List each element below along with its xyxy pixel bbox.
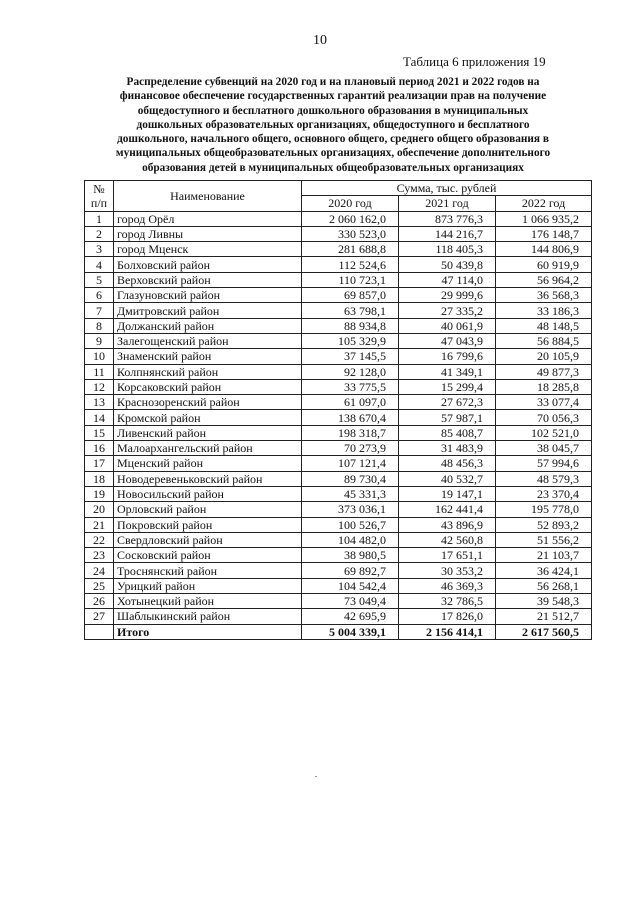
- table-row: [85, 272, 592, 287]
- row-value-2021: 30 353,2: [399, 563, 496, 578]
- row-value-2022: 56 884,5: [496, 333, 592, 348]
- row-value-2021: 42 560,8: [399, 532, 496, 547]
- row-value-2020: 281 688,8: [302, 242, 399, 257]
- table-row: [85, 471, 592, 486]
- row-value-2022: 1 066 935,2: [496, 211, 592, 226]
- scan-artifact: [315, 776, 317, 777]
- row-value-2020: 330 523,0: [302, 226, 399, 241]
- table-row: [85, 364, 592, 379]
- row-value-2022: 20 105,9: [496, 349, 592, 364]
- row-name: Кромской район: [114, 410, 302, 425]
- title-line: общедоступного и бесплатного дошкольного образования в муниципальных: [137, 104, 529, 117]
- row-name: Дмитровский район: [114, 303, 302, 318]
- row-value-2021: 43 896,9: [399, 517, 496, 532]
- row-value-2022: 36 568,3: [496, 288, 592, 303]
- row-number: [85, 624, 114, 639]
- header-num: [85, 181, 114, 212]
- row-name: Новосильский район: [114, 486, 302, 501]
- title-line: финансовое обеспечение государственных гарантий реализации прав на получение: [119, 90, 547, 103]
- table-row: [85, 502, 592, 517]
- row-value-2021: 57 987,1: [399, 410, 496, 425]
- row-name: Итого: [114, 624, 302, 639]
- row-value-2020: 69 892,7: [302, 563, 399, 578]
- row-value-2021: 40 061,9: [399, 318, 496, 333]
- row-value-2021: 50 439,8: [399, 257, 496, 272]
- row-value-2022: 2 617 560,5: [496, 624, 592, 639]
- row-number: 16: [85, 441, 114, 456]
- header-year-2021: 2021 год: [399, 196, 496, 211]
- header-year-2022: 2022 год: [496, 196, 592, 211]
- row-value-2022: 51 556,2: [496, 532, 592, 547]
- row-number: 14: [85, 410, 114, 425]
- row-value-2021: 17 826,0: [399, 609, 496, 624]
- row-number: 22: [85, 532, 114, 547]
- row-value-2020: 198 318,7: [302, 425, 399, 440]
- row-number: 10: [85, 349, 114, 364]
- row-value-2021: 15 299,4: [399, 379, 496, 394]
- row-value-2020: 107 121,4: [302, 456, 399, 471]
- row-value-2020: 61 097,0: [302, 395, 399, 410]
- row-number: 26: [85, 594, 114, 609]
- header-name: Наименование: [114, 181, 302, 212]
- row-value-2020: 33 775,5: [302, 379, 399, 394]
- row-value-2022: 56 268,1: [496, 578, 592, 593]
- appendix-label: Таблица 6 приложения 19: [403, 54, 546, 69]
- row-number: 27: [85, 609, 114, 624]
- row-value-2020: 100 526,7: [302, 517, 399, 532]
- row-value-2022: 70 056,3: [496, 410, 592, 425]
- table-row: [85, 226, 592, 241]
- row-name: Знаменский район: [114, 349, 302, 364]
- row-number: 20: [85, 502, 114, 517]
- row-value-2020: 110 723,1: [302, 272, 399, 287]
- row-number: 2: [85, 226, 114, 241]
- row-value-2020: 5 004 339,1: [302, 624, 399, 639]
- row-value-2020: 63 798,1: [302, 303, 399, 318]
- row-value-2021: 17 651,1: [399, 548, 496, 563]
- row-value-2021: 144 216,7: [399, 226, 496, 241]
- table-row: [85, 532, 592, 547]
- header-year-2020: 2020 год: [302, 196, 399, 211]
- row-number: 1: [85, 211, 114, 226]
- row-number: 24: [85, 563, 114, 578]
- row-value-2020: 2 060 162,0: [302, 211, 399, 226]
- table-row: [85, 211, 592, 226]
- row-number: 9: [85, 333, 114, 348]
- row-name: Покровский район: [114, 517, 302, 532]
- row-value-2020: 104 482,0: [302, 532, 399, 547]
- row-number: 21: [85, 517, 114, 532]
- row-value-2021: 19 147,1: [399, 486, 496, 501]
- row-value-2020: 112 524,6: [302, 257, 399, 272]
- row-value-2022: 56 964,2: [496, 272, 592, 287]
- row-name: Сосковский район: [114, 548, 302, 563]
- table-row: [85, 303, 592, 318]
- row-value-2021: 31 483,9: [399, 441, 496, 456]
- row-value-2020: 104 542,4: [302, 578, 399, 593]
- row-value-2021: 162 441,4: [399, 502, 496, 517]
- row-name: Колпнянский район: [114, 364, 302, 379]
- row-value-2022: 57 994,6: [496, 456, 592, 471]
- row-number: 7: [85, 303, 114, 318]
- subsidy-table: [84, 180, 592, 640]
- table-row: [85, 242, 592, 257]
- row-name: Глазуновский район: [114, 288, 302, 303]
- row-name: Троснянский район: [114, 563, 302, 578]
- row-name: Свердловский район: [114, 532, 302, 547]
- row-value-2022: 195 778,0: [496, 502, 592, 517]
- row-value-2021: 16 799,6: [399, 349, 496, 364]
- row-number: 3: [85, 242, 114, 257]
- table-row: [85, 257, 592, 272]
- row-value-2020: 88 934,8: [302, 318, 399, 333]
- row-name: город Орёл: [114, 211, 302, 226]
- row-value-2020: 105 329,9: [302, 333, 399, 348]
- row-name: Должанский район: [114, 318, 302, 333]
- table-row: [85, 379, 592, 394]
- row-number: 4: [85, 257, 114, 272]
- row-name: Новодеревеньковский район: [114, 471, 302, 486]
- row-name: Ливенский район: [114, 425, 302, 440]
- table-row: [85, 578, 592, 593]
- header-row: [85, 181, 592, 196]
- row-value-2022: 60 919,9: [496, 257, 592, 272]
- header-num-top: №: [93, 181, 105, 196]
- table-row: [85, 395, 592, 410]
- row-value-2021: 40 532,7: [399, 471, 496, 486]
- table-body: [85, 211, 592, 639]
- row-name: город Ливны: [114, 226, 302, 241]
- row-value-2021: 29 999,6: [399, 288, 496, 303]
- row-value-2021: 48 456,3: [399, 456, 496, 471]
- row-value-2021: 47 114,0: [399, 272, 496, 287]
- table-row: [85, 410, 592, 425]
- row-name: Залегощенский район: [114, 333, 302, 348]
- row-value-2022: 52 893,2: [496, 517, 592, 532]
- row-value-2021: 2 156 414,1: [399, 624, 496, 639]
- row-value-2022: 38 045,7: [496, 441, 592, 456]
- row-value-2020: 89 730,4: [302, 471, 399, 486]
- row-value-2020: 37 145,5: [302, 349, 399, 364]
- table-row: [85, 441, 592, 456]
- title-line: Распределение субвенций на 2020 год и на плановый период 2021 и 2022 годов на: [126, 76, 540, 88]
- table-row: [85, 486, 592, 501]
- table-row: [85, 609, 592, 624]
- row-value-2020: 92 128,0: [302, 364, 399, 379]
- row-value-2021: 85 408,7: [399, 425, 496, 440]
- row-value-2022: 144 806,9: [496, 242, 592, 257]
- row-value-2020: 73 049,4: [302, 594, 399, 609]
- row-name: Краснозоренский район: [114, 395, 302, 410]
- row-number: 8: [85, 318, 114, 333]
- row-name: Мценский район: [114, 456, 302, 471]
- row-value-2021: 873 776,3: [399, 211, 496, 226]
- row-value-2022: 48 579,3: [496, 471, 592, 486]
- row-value-2022: 21 103,7: [496, 548, 592, 563]
- table-row: [85, 288, 592, 303]
- row-value-2022: 49 877,3: [496, 364, 592, 379]
- table-row: [85, 425, 592, 440]
- row-value-2020: 42 695,9: [302, 609, 399, 624]
- row-number: 25: [85, 578, 114, 593]
- table-row: [85, 563, 592, 578]
- title-line: муниципальных общеобразовательных организациях, обеспечение дополнительного: [115, 147, 551, 160]
- document-title: [80, 75, 586, 175]
- row-number: 17: [85, 456, 114, 471]
- row-name: Орловский район: [114, 502, 302, 517]
- row-value-2022: 39 548,3: [496, 594, 592, 609]
- row-number: 6: [85, 288, 114, 303]
- row-name: Малоархангельский район: [114, 441, 302, 456]
- row-value-2022: 48 148,5: [496, 318, 592, 333]
- header-sum: Сумма, тыс. рублей: [302, 181, 592, 196]
- row-value-2021: 46 369,3: [399, 578, 496, 593]
- row-value-2022: 21 512,7: [496, 609, 592, 624]
- total-row: [85, 624, 592, 639]
- table-row: [85, 349, 592, 364]
- table-row: [85, 333, 592, 348]
- table-row: [85, 594, 592, 609]
- row-name: Шаблыкинский район: [114, 609, 302, 624]
- row-number: 19: [85, 486, 114, 501]
- row-name: Хотынецкий район: [114, 594, 302, 609]
- row-value-2022: 18 285,8: [496, 379, 592, 394]
- row-name: Корсаковский район: [114, 379, 302, 394]
- page-number: 10: [313, 33, 327, 48]
- row-number: 23: [85, 548, 114, 563]
- header-num-bottom: п/п: [90, 195, 108, 210]
- row-name: Верховский район: [114, 272, 302, 287]
- row-number: 5: [85, 272, 114, 287]
- row-name: Урицкий район: [114, 578, 302, 593]
- table-row: [85, 517, 592, 532]
- row-value-2022: 23 370,4: [496, 486, 592, 501]
- row-number: 12: [85, 379, 114, 394]
- row-value-2020: 45 331,3: [302, 486, 399, 501]
- title-line: дошкольного, начального общего, основного общего, среднего общего образования в: [117, 133, 549, 146]
- row-number: 15: [85, 425, 114, 440]
- row-number: 13: [85, 395, 114, 410]
- row-value-2022: 102 521,0: [496, 425, 592, 440]
- row-value-2022: 33 186,3: [496, 303, 592, 318]
- row-name: Болховский район: [114, 257, 302, 272]
- table-row: [85, 548, 592, 563]
- table-row: [85, 318, 592, 333]
- row-value-2022: 33 077,4: [496, 395, 592, 410]
- row-value-2021: 47 043,9: [399, 333, 496, 348]
- row-value-2021: 32 786,5: [399, 594, 496, 609]
- row-value-2020: 138 670,4: [302, 410, 399, 425]
- row-value-2020: 70 273,9: [302, 441, 399, 456]
- table-row: [85, 456, 592, 471]
- row-value-2021: 27 335,2: [399, 303, 496, 318]
- row-value-2020: 373 036,1: [302, 502, 399, 517]
- row-value-2021: 27 672,3: [399, 395, 496, 410]
- title-line: образования детей в муниципальных общеобразовательных организациях: [142, 161, 524, 174]
- title-line: дошкольных образовательных организациях, общедоступного и бесплатного: [136, 118, 530, 131]
- row-value-2020: 69 857,0: [302, 288, 399, 303]
- row-value-2021: 118 405,3: [399, 242, 496, 257]
- row-value-2022: 176 148,7: [496, 226, 592, 241]
- row-value-2020: 38 980,5: [302, 548, 399, 563]
- row-number: 18: [85, 471, 114, 486]
- row-value-2021: 41 349,1: [399, 364, 496, 379]
- row-number: 11: [85, 364, 114, 379]
- row-value-2022: 36 424,1: [496, 563, 592, 578]
- row-name: город Мценск: [114, 242, 302, 257]
